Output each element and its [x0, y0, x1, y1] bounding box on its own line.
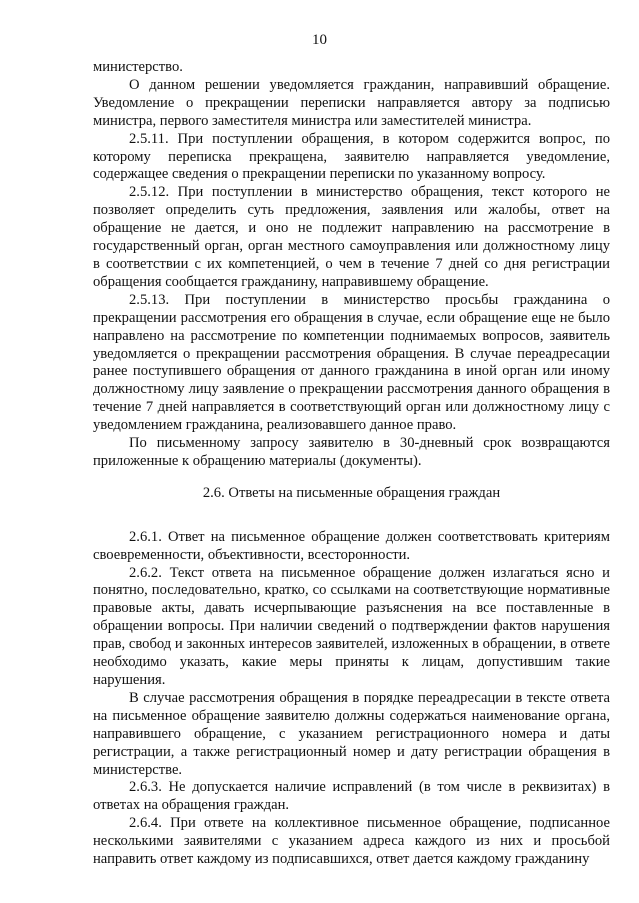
paragraph: По письменному запросу заявителю в 30-дневный срок возвращаются приложенные к обращению материалы (документы).: [93, 435, 610, 469]
paragraph: 2.6.2. Текст ответа на письменное обращение должен излагаться ясно и понятно, последовательно, кратко, со ссылками на соответствующие нормативные правовые акты, давать исчерпывающие разъяснения на все поставленные в обращении вопросы. При наличии сведений о подтверждении фактов нарушения прав, свобод и законных интересов заявителей, изложенных в обращении, в ответе необходимо указать, какие меры приняты к лицам, допустившим такие нарушения.: [93, 564, 610, 688]
section-heading: 2.6. Ответы на письменные обращения граждан: [202, 484, 501, 501]
paragraph: 2.6.4. При ответе на коллективное письменное обращение, подписанное несколькими заявителями с указанием адреса каждого из них и просьбой направить ответ каждому из подписавшихся, ответ дается каждому гражданину: [93, 815, 610, 868]
page-number: 10: [312, 32, 327, 48]
paragraph: В случае рассмотрения обращения в порядке переадресации в тексте ответа на письменное обращение заявителю должны содержаться наименование органа, направившего обращение, с указанием регистрационного номера и даты регистрации, а также регистрационный номер и дату регистрации обращения в министерстве.: [93, 689, 610, 778]
paragraph: 2.6.3. Не допускается наличие исправлений (в том числе в реквизитах) в ответах на обращения граждан.: [93, 779, 610, 814]
paragraph: 2.5.11. При поступлении обращения, в котором содержится вопрос, по которому переписка прекращена, заявителю направляется уведомление, содержащее сведения о прекращении переписки по указанному вопросу.: [93, 130, 610, 183]
paragraph: 2.5.13. При поступлении в министерство просьбы гражданина о прекращении рассмотрения его обращения в случае, если обращение еще не было направлено на рассмотрение по компетенции поднимаемых вопросов, заявитель уведомляется о прекращении рассмотрения обращения. В случае переадресации ранее поступившего обращения от данного гражданина в иной орган или иному должностному лицу заявление о прекращении рассмотрения данного обращения в течение 7 дней направляется в соответствующий орган или должностному лицу с уведомлением гражданина, реализовавшего данное право.: [93, 291, 610, 434]
paragraph: О данном решении уведомляется гражданин, направивший обращение. Уведомление о прекращении переписки направляется автору за подписью министра, первого заместителя министра или заместителей министра.: [93, 76, 610, 129]
paragraph: министерство.: [93, 59, 183, 75]
paragraph: 2.5.12. При поступлении в министерство обращения, текст которого не позволяет определить суть предложения, заявления или жалобы, ответ на обращение не дается, и оно не подлежит направлению на рассмотрение в государственный орган, орган местного самоуправления или должностному лицу в соответствии с их компетенцией, о чем в течение 7 дней со дня регистрации обращения сообщается гражданину, направившему обращение.: [93, 184, 610, 290]
paragraph: 2.6.1. Ответ на письменное обращение должен соответствовать критериям своевременности, объективности, всесторонности.: [93, 528, 610, 563]
document-body: [93, 59, 610, 869]
